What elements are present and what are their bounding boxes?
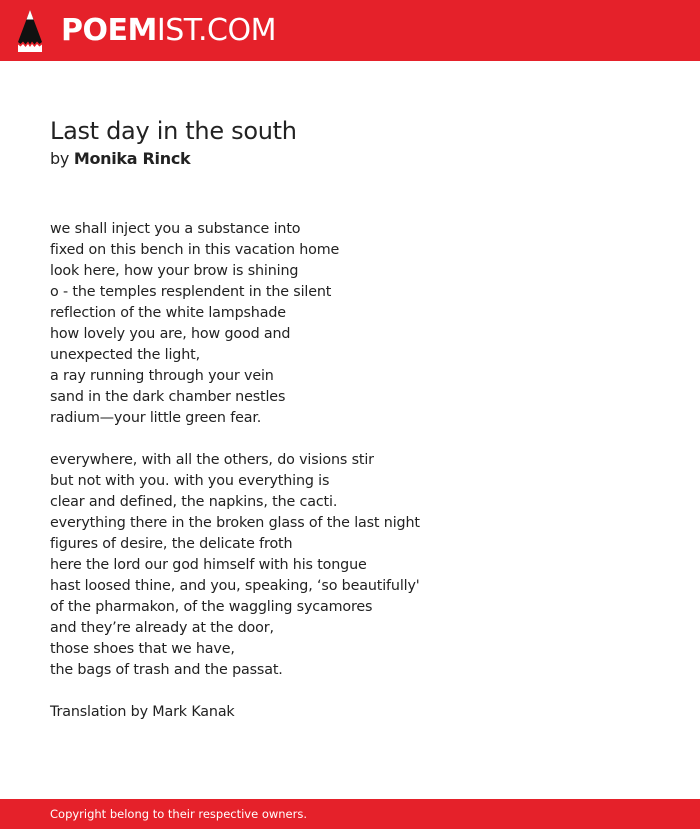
copyright-text: Copyright belong to their respective owners. bbox=[50, 807, 308, 821]
poem-author[interactable]: Monika Rinck bbox=[73, 149, 191, 168]
site-logo-link[interactable] bbox=[18, 9, 276, 53]
poem-line: a ray running through your vein bbox=[50, 368, 274, 384]
logo-light-text: IST.COM bbox=[156, 13, 276, 48]
poem-line: those shoes that we have, bbox=[50, 641, 235, 657]
poem-line: radium—your little green fear. bbox=[50, 410, 262, 426]
poem-line: how lovely you are, how good and bbox=[50, 326, 291, 342]
poem-title: Last day in the south bbox=[50, 117, 297, 145]
poem-stanza bbox=[50, 450, 650, 681]
poem-line: everywhere, with all the others, do visions stir bbox=[50, 452, 374, 468]
header-bar bbox=[0, 0, 700, 61]
poem-line: we shall inject you a substance into bbox=[50, 221, 301, 237]
footer-bar bbox=[0, 799, 700, 829]
poem-line: o - the temples resplendent in the silent bbox=[50, 284, 332, 300]
poem-line: but not with you. with you everything is bbox=[50, 473, 330, 489]
poem-line: reflection of the white lampshade bbox=[50, 305, 286, 321]
by-label: by bbox=[50, 149, 70, 168]
poem-line: unexpected the light, bbox=[50, 347, 200, 363]
poem-line: and they’re already at the door, bbox=[50, 620, 274, 636]
poem-line: sand in the dark chamber nestles bbox=[50, 389, 286, 405]
poem-byline bbox=[50, 148, 190, 170]
pencil-tip-icon bbox=[18, 10, 42, 52]
poem-line: the bags of trash and the passat. bbox=[50, 662, 283, 678]
poem-stanza bbox=[50, 219, 650, 429]
translation-credit: Translation by Mark Kanak bbox=[50, 704, 235, 720]
poem-line: of the pharmakon, of the waggling sycamores bbox=[50, 599, 373, 615]
poem-line: figures of desire, the delicate froth bbox=[50, 536, 293, 552]
logo-bold-text: POEM bbox=[61, 13, 157, 48]
poem-body bbox=[50, 219, 650, 723]
site-logo-text bbox=[61, 9, 276, 53]
poem-line: hast loosed thine, and you, speaking, ‘so beautifully' bbox=[50, 578, 420, 594]
poem-line: here the lord our god himself with his tongue bbox=[50, 557, 367, 573]
poem-line: fixed on this bench in this vacation home bbox=[50, 242, 340, 258]
poem-line: everything there in the broken glass of the last night bbox=[50, 515, 420, 531]
poem-line: look here, how your brow is shining bbox=[50, 263, 299, 279]
poem-line: clear and defined, the napkins, the cacti. bbox=[50, 494, 338, 510]
